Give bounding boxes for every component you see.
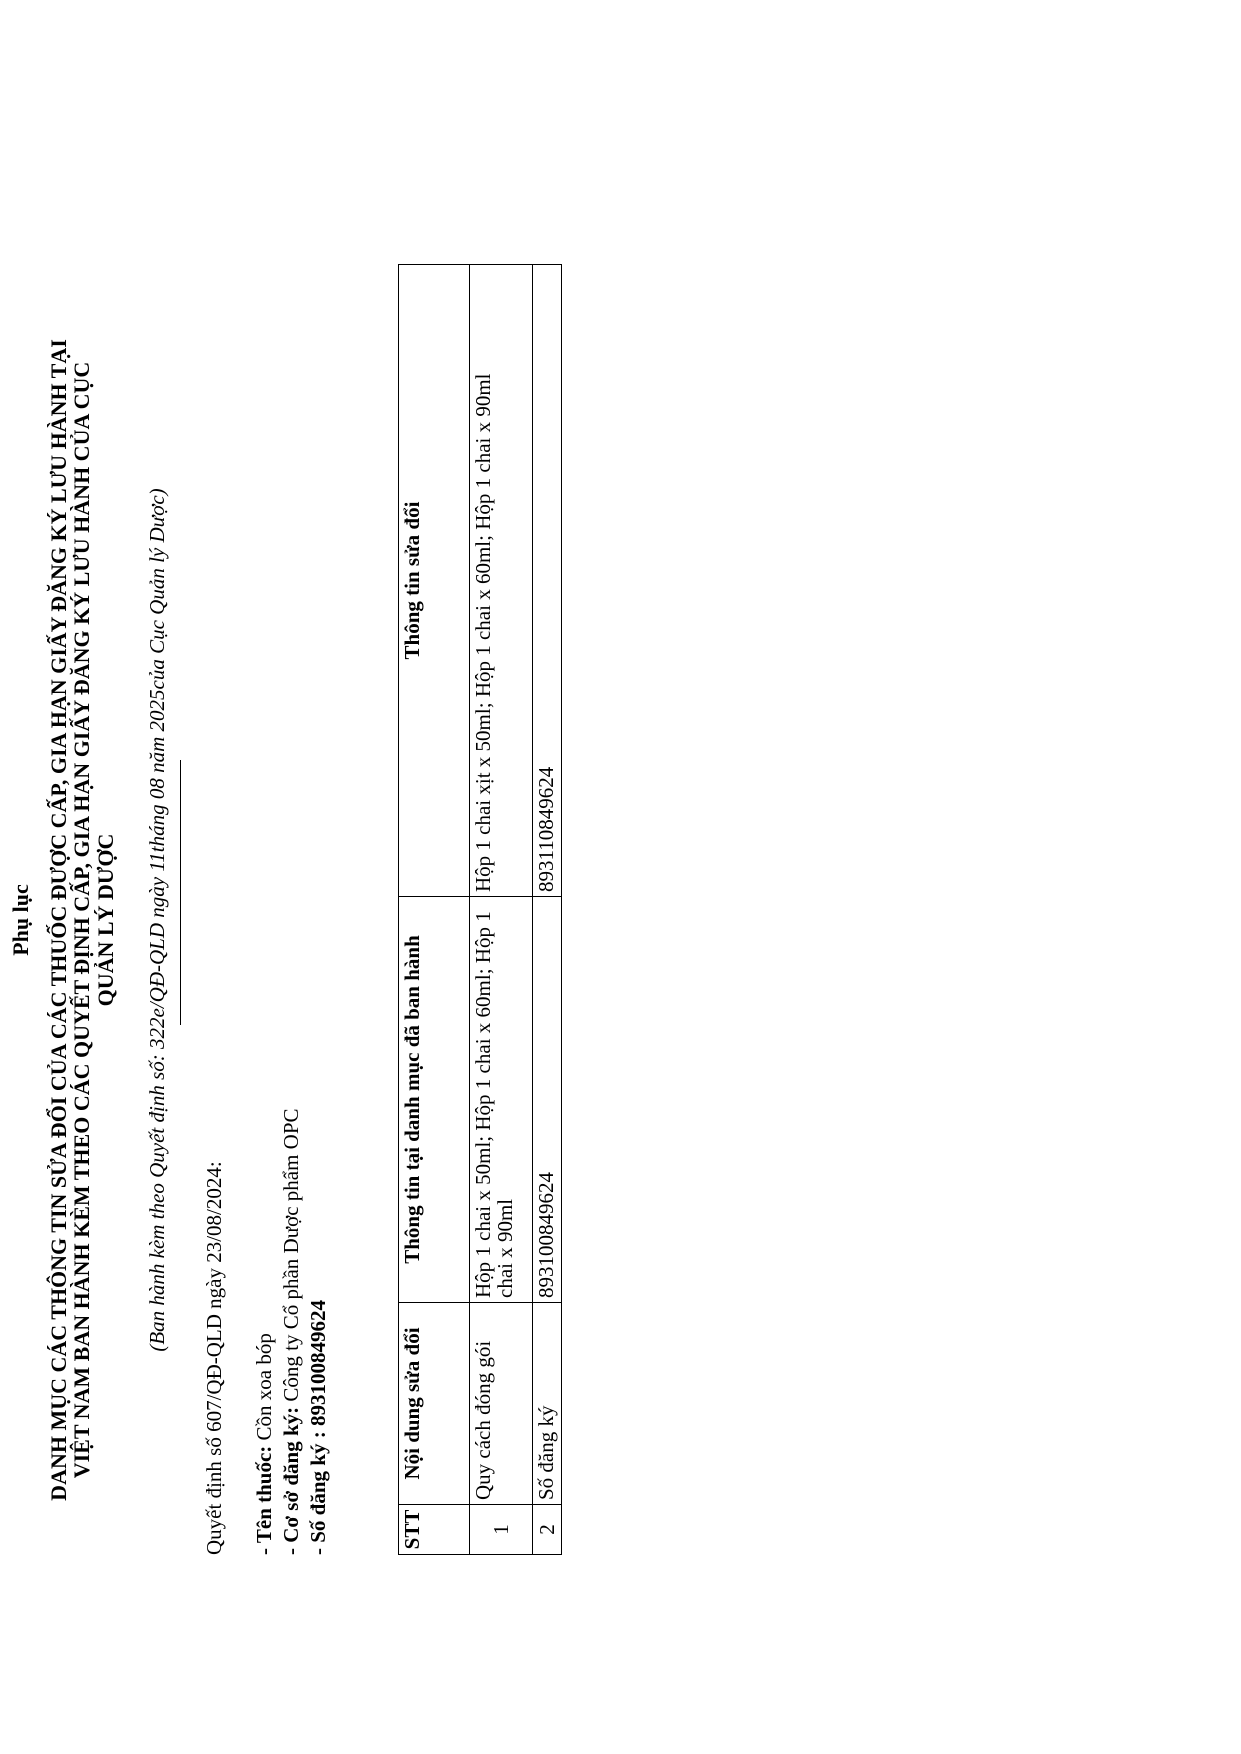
row-amended-info: Hộp 1 chai xịt x 50ml; Hộp 1 chai x 60ml; Hộp 1 chai x 90ml [470,265,533,897]
row-original-info: Hộp 1 chai x 50ml; Hộp 1 chai x 60ml; Hộp 1 chai x 90ml [470,897,533,1303]
table-row [533,265,562,1555]
document-title-line-1: DANH MỤC CÁC THÔNG TIN SỬA ĐỔI CỦA CÁC THUỐC ĐƯỢC CẤP, GIA HẠN GIẤY ĐĂNG KÝ LƯU HÀNH TẠI [46,339,71,1501]
appendix-title: Phụ lục [8,884,33,956]
header-stt: STT [399,1505,470,1555]
facility-label: - Cơ sở đăng ký: [279,1406,303,1555]
table-header-row [399,265,470,1555]
document-title-line-2: VIỆT NAM BAN HÀNH KÈM THEO CÁC QUYẾT ĐỊNH CẤP, GIA HẠN GIẤY ĐĂNG KÝ LƯU HÀNH CỦA CỤC [69,361,94,1479]
registration-number-label: - Số đăng ký [306,1443,330,1555]
registration-number-value: : 893100849624 [306,1300,330,1444]
issuance-subtitle: (Ban hành kèm theo Quyết định số: 322e/QĐ-QLD ngày 11tháng 08 năm 2025của Cục Quản lý Dược) [145,488,169,1352]
header-amended-info: Thông tin sửa đổi [399,265,470,897]
header-original-info: Thông tin tại danh mục đã ban hành [399,897,470,1303]
facility-line [280,1108,302,1555]
header-amended-content: Nội dung sửa đổi [399,1303,470,1505]
heading-divider [180,760,181,1025]
facility-value: Công ty Cổ phần Dược phẩm OPC [279,1108,303,1407]
drug-name-value: Cồn xoa bóp [252,1333,276,1446]
registration-number-line [307,1300,329,1555]
table-row [470,265,533,1555]
amendments-table [398,264,562,1555]
row-original-info: 893100849624 [533,897,562,1303]
drug-name-line [253,1333,275,1555]
document-content [0,255,559,1585]
rotated-page [0,255,559,1585]
decision-reference: Quyết định số 607/QĐ-QLD ngày 23/08/2024: [202,1161,226,1555]
document-title-line-3: QUẢN LÝ DƯỢC [93,833,118,1007]
drug-name-label: - Tên thuốc: [252,1445,276,1555]
row-stt: 2 [533,1505,562,1555]
row-amended-info: 893110849624 [533,265,562,897]
row-amended-content: Số đăng ký [533,1303,562,1505]
row-amended-content: Quy cách đóng gói [470,1303,533,1505]
row-stt: 1 [470,1505,533,1555]
